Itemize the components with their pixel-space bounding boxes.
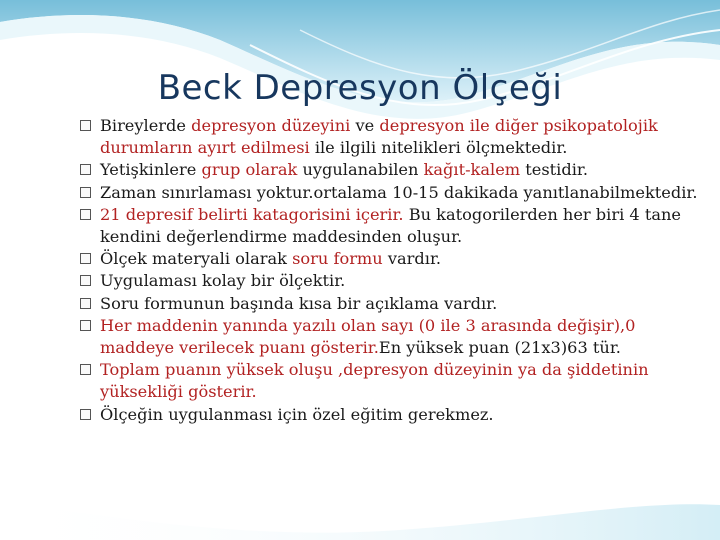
bullet-text: testidir. [520, 160, 588, 180]
bullet-text: Bireylerde [100, 116, 192, 135]
highlighted-text: grup olarak [201, 160, 298, 180]
highlighted-text: Her maddenin yanında yazılı olan sayı (0 ile 3 arasında değişir),0 maddeye verilecek puanı gösterir. [100, 315, 636, 358]
bullet-text: Yetişkinlere [100, 160, 202, 180]
bullet-text: Bu katogorilerden her biri 4 tane kendini değerlendirme maddesinden oluşur. [100, 204, 682, 247]
bullet-item [80, 115, 700, 159]
square-bullet-icon [80, 253, 91, 264]
bullet-item [80, 315, 700, 359]
bullet-item [80, 404, 700, 426]
square-bullet-icon [80, 187, 91, 198]
square-bullet-icon [80, 120, 91, 131]
bullet-text: Uygulaması kolay bir ölçektir. [100, 271, 346, 291]
bullet-list [80, 115, 700, 426]
square-bullet-icon [80, 364, 91, 375]
highlighted-text: depresyon ile diğer psikopatolojik durumların ayırt edilmesi [100, 116, 658, 158]
bullet-text: ve [350, 116, 380, 135]
square-bullet-icon [80, 320, 91, 331]
bullet-text: Soru formunun başında kısa bir açıklama vardır. [100, 293, 498, 313]
highlighted-text: Toplam puanın yüksek oluşu ,depresyon düzeyinin ya da şiddetinin yüksekliği gösterir. [100, 360, 649, 402]
square-bullet-icon [80, 164, 91, 175]
bullet-text: ile ilgili nitelikleri ölçmektedir. [309, 138, 568, 158]
square-bullet-icon [80, 209, 91, 220]
highlighted-text: soru formu [292, 249, 383, 269]
bullet-item [80, 359, 700, 403]
highlighted-text: 21 depresif belirti katagorisini içerir. [100, 204, 404, 224]
square-bullet-icon [80, 298, 91, 309]
bullet-text: Ölçek materyali olarak [100, 249, 293, 269]
bullet-text: uygulanabilen [297, 160, 424, 180]
bullet-item [80, 270, 700, 292]
highlighted-text: kağıt-kalem [423, 160, 521, 180]
bullet-item [80, 248, 700, 270]
bullet-text: vardır. [382, 249, 442, 269]
bullet-text: Zaman sınırlaması yoktur.ortalama 10-15 dakikada yanıtlanabilmektedir. [100, 182, 698, 202]
bullet-item [80, 159, 700, 181]
bullet-item [80, 204, 700, 248]
bullet-item [80, 182, 700, 204]
square-bullet-icon [80, 275, 91, 286]
square-bullet-icon [80, 409, 91, 420]
page-title: Beck Depresyon Ölçeği [157, 68, 563, 108]
highlighted-text: depresyon düzeyini [191, 116, 351, 135]
bullet-text: En yüksek puan (21x3)63 tür. [378, 338, 621, 358]
bullet-item [80, 293, 700, 315]
bullet-text: Ölçeğin uygulanması için özel eğitim gerekmez. [100, 404, 494, 424]
